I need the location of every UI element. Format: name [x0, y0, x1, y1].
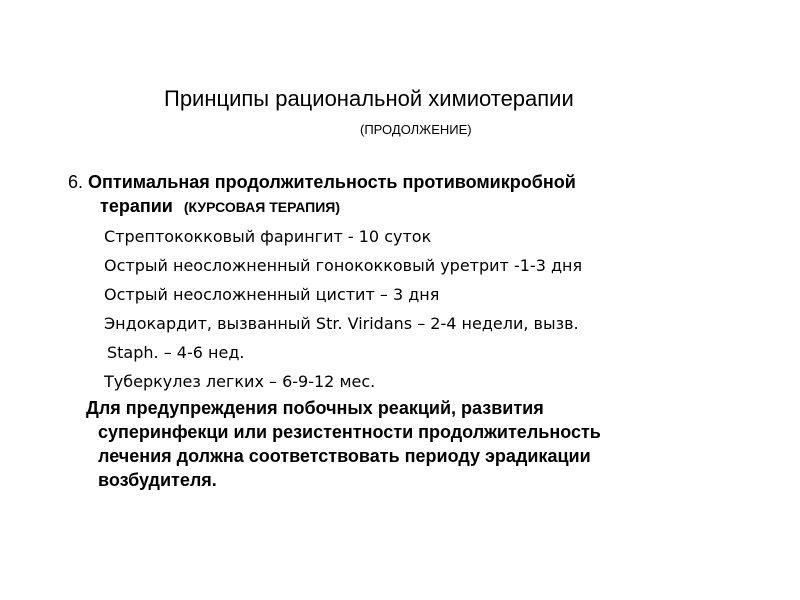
- conclusion-line3: лечения должна соответствовать периоду эрадикации: [98, 446, 591, 466]
- point-heading-line2: терапии: [100, 196, 173, 216]
- list-item: Острый неосложненный цистит – 3 дня: [104, 285, 440, 304]
- list-item: Острый неосложненный гонококковый уретрит -1-3 дня: [104, 256, 583, 275]
- conclusion-text: [86, 396, 766, 492]
- list-item: Эндокардит, вызванный Str. Viridans – 2-4 недели, вызв.: [104, 314, 579, 333]
- point-heading-line1: Оптимальная продолжительность противомикробной: [88, 172, 576, 192]
- conclusion-line1: Для предупреждения побочных реакций, развития: [86, 398, 544, 418]
- conclusion-line2: суперинфекци или резистентности продолжительность: [98, 422, 601, 442]
- conclusion-line4: возбудителя.: [98, 470, 217, 490]
- point-heading: [68, 170, 748, 219]
- point-number: 6.: [68, 172, 84, 192]
- duration-list: [104, 222, 764, 396]
- list-item: Staph. – 4-6 нед.: [107, 343, 245, 362]
- slide-subtitle: (ПРОДОЛЖЕНИЕ): [360, 122, 472, 137]
- list-item: Стрептококковый фарингит - 10 суток: [104, 227, 432, 246]
- list-item: Туберкулез легких – 6-9-12 мес.: [104, 372, 376, 391]
- slide-title: Принципы рациональной химиотерапии: [164, 86, 574, 111]
- point-note: (КУРСОВАЯ ТЕРАПИЯ): [183, 199, 341, 215]
- point-heading-line2-wrap: [68, 194, 748, 219]
